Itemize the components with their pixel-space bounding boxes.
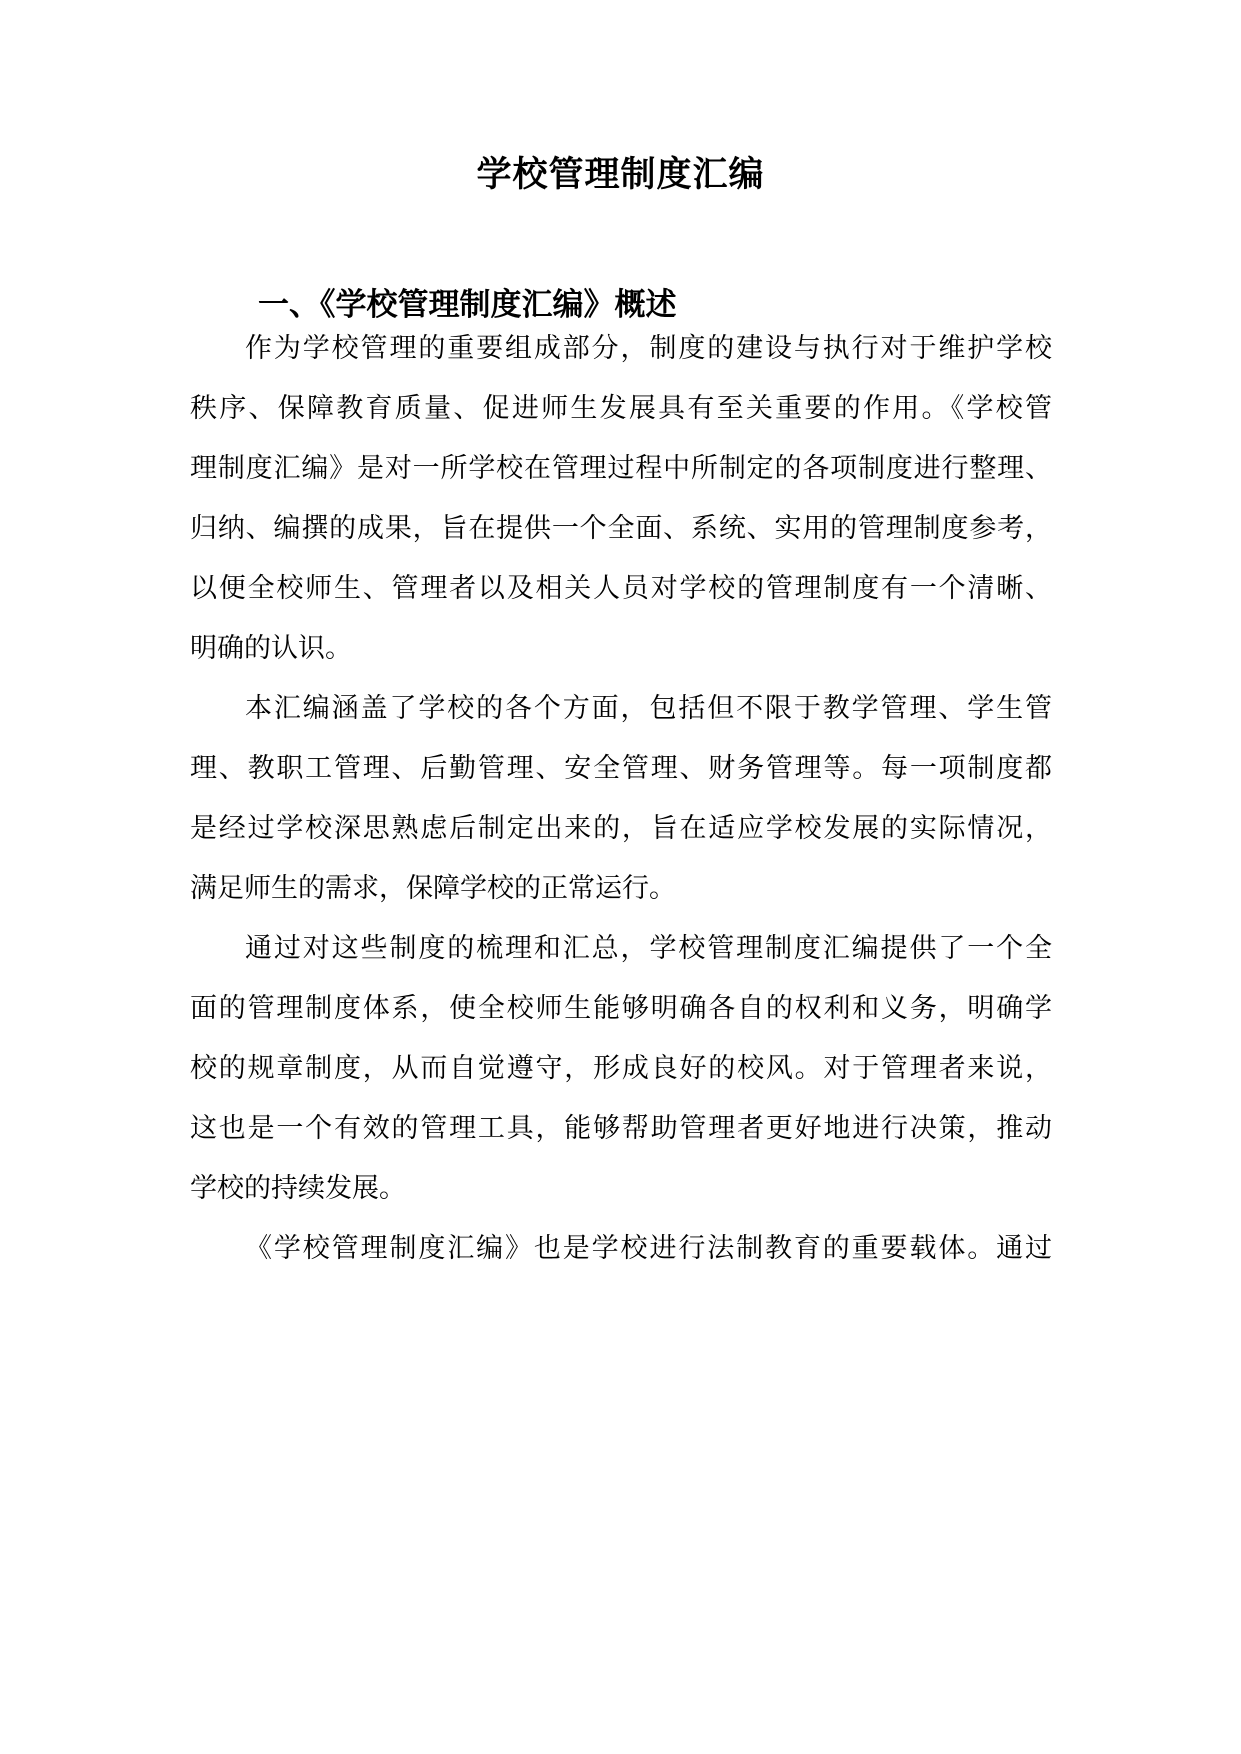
paragraph-2-line-3: 是经过学校深思熟虑后制定出来的，旨在适应学校发展的实际情况， [190,813,1052,844]
paragraph-1-line-1: 作为学校管理的重要组成部分，制度的建设与执行对于维护学校 [245,333,1052,364]
paragraph-2-line-4: 满足师生的需求，保障学校的正常运行。 [190,873,676,904]
paragraph-3-line-3: 校的规章制度，从而自觉遵守，形成良好的校风。对于管理者来说， [190,1053,1052,1084]
paragraph-3-line-1: 通过对这些制度的梳理和汇总，学校管理制度汇编提供了一个全 [245,933,1052,964]
paragraph-1-line-5: 以便全校师生、管理者以及相关人员对学校的管理制度有一个清晰、 [190,573,1052,604]
paragraph-2-line-1: 本汇编涵盖了学校的各个方面，包括但不限于教学管理、学生管 [245,693,1052,724]
document-title: 学校管理制度汇编 [476,154,765,195]
paragraph-1-line-6: 明确的认识。 [190,633,352,664]
paragraph-3-line-5: 学校的持续发展。 [190,1173,406,1204]
paragraph-3-line-2: 面的管理制度体系，使全校师生能够明确各自的权利和义务，明确学 [190,993,1052,1024]
paragraph-1-line-3: 理制度汇编》是对一所学校在管理过程中所制定的各项制度进行整理、 [190,453,1052,484]
paragraph-1-line-4: 归纳、编撰的成果，旨在提供一个全面、系统、实用的管理制度参考， [190,513,1052,544]
paragraph-4-line-1: 《学校管理制度汇编》也是学校进行法制教育的重要载体。通过 [245,1233,1052,1264]
paragraph-3-line-4: 这也是一个有效的管理工具，能够帮助管理者更好地进行决策，推动 [190,1113,1052,1144]
section-heading: 一、《学校管理制度汇编》概述 [258,287,677,323]
paragraph-2-line-2: 理、教职工管理、后勤管理、安全管理、财务管理等。每一项制度都 [190,753,1052,784]
paragraph-1-line-2: 秩序、保障教育质量、促进师生发展具有至关重要的作用。《学校管 [190,393,1052,424]
